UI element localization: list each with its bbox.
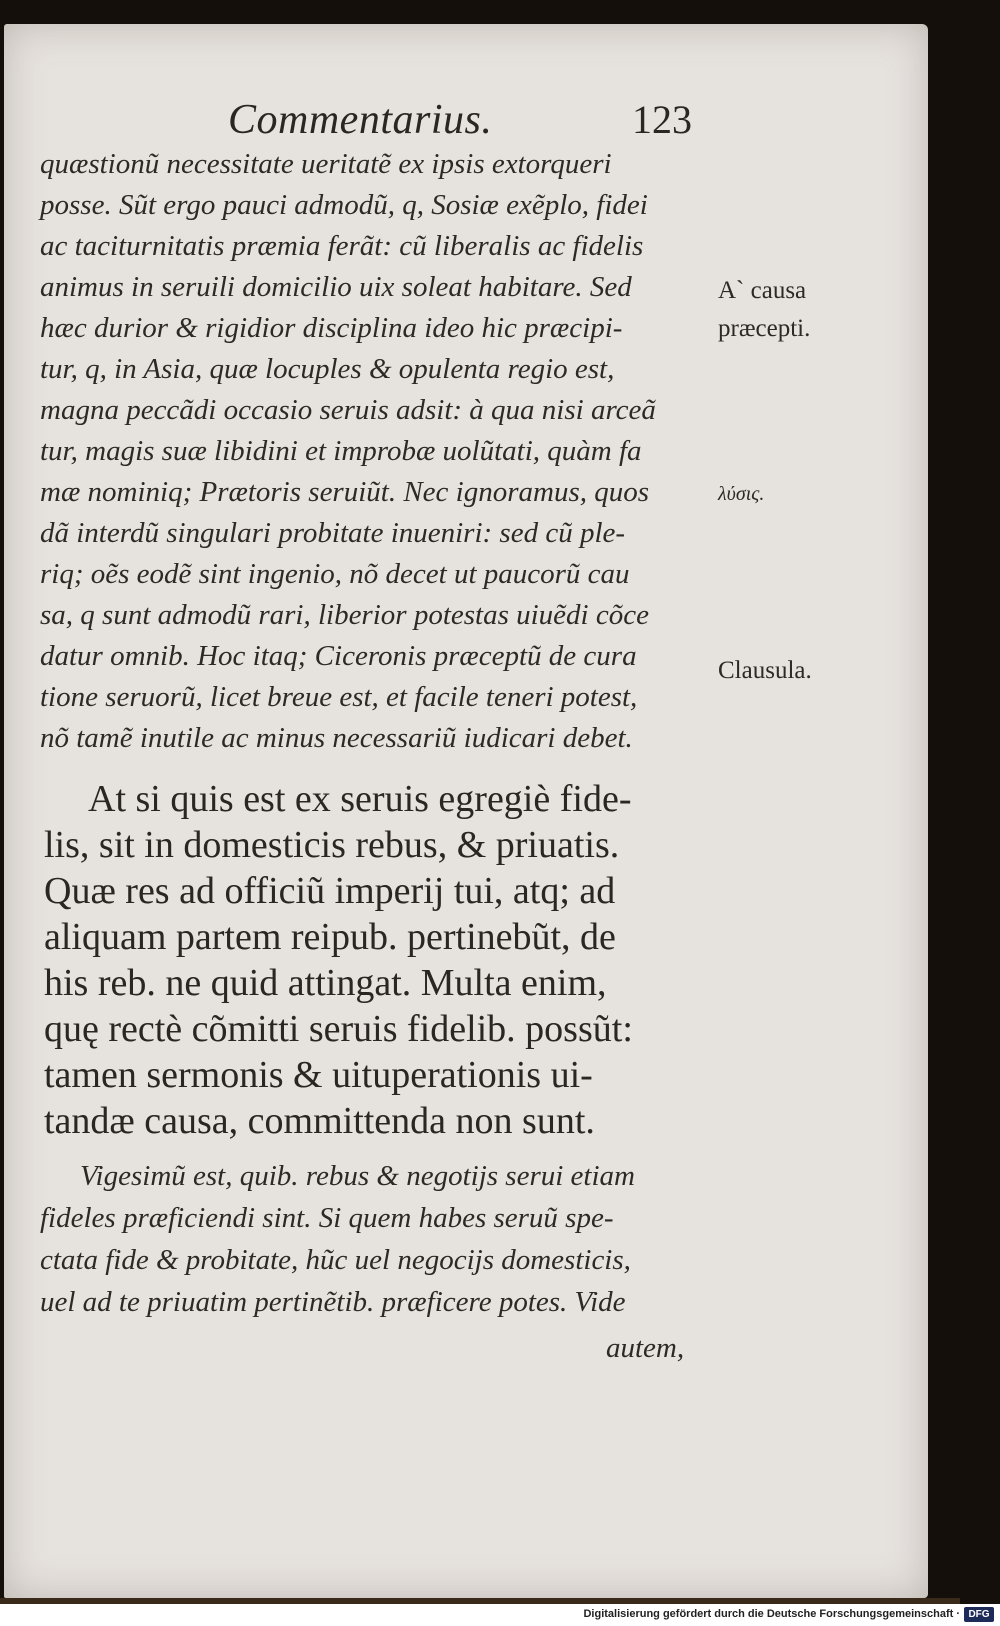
text-line: sa, q sunt admodũ rari, liberior potestas uiuẽdi cõce <box>40 599 649 631</box>
text-line: tur, magis suæ libidini et improbæ uolũtati, quàm fa <box>40 435 642 467</box>
dfg-logo-icon: DFG <box>964 1607 994 1622</box>
quote-line: tandæ causa, committenda non sunt. <box>44 1100 595 1142</box>
quote-line: lis, sit in domesticis rebus, & priuatis. <box>44 824 620 866</box>
text-line: animus in seruili domicilio uix soleat habitare. Sed <box>40 271 632 303</box>
text-line: ctata fide & probitate, hũc uel negocijs domesticis, <box>40 1244 631 1276</box>
marginal-note: Clausula. <box>718 657 812 684</box>
text-line: datur omnib. Hoc itaq; Ciceronis præceptũ de cura <box>40 640 637 672</box>
marginal-note: λύσις. <box>718 483 765 505</box>
text-line: tur, q, in Asia, quæ locuples & opulenta regio est, <box>40 353 615 385</box>
quote-line: At si quis est ex seruis egregiè fide- <box>88 778 632 820</box>
text-line: quæstionũ necessitate ueritatẽ ex ipsis extorqueri <box>40 148 612 180</box>
catchword: autem, <box>606 1332 685 1364</box>
text-line: fideles præficiendi sint. Si quem habes seruũ spe- <box>40 1202 614 1234</box>
quote-line: Quæ res ad officiũ imperij tui, atq; ad <box>44 870 616 912</box>
text-line: magna peccãdi occasio seruis adsit: à qua nisi arceã <box>40 394 656 426</box>
text-line: posse. Sũt ergo pauci admodũ, q, Sosiæ exẽplo, fidei <box>40 189 648 221</box>
running-title: Commentarius. <box>228 97 493 143</box>
funding-credit: Digitalisierung gefördert durch die Deutsche Forschungsgemeinschaft · <box>583 1608 960 1620</box>
text-line: mæ nominiq; Prætoris seruiũt. Nec ignoramus, quos <box>40 476 650 508</box>
page-header <box>0 96 1000 146</box>
quote-line: aliquam partem reipub. pertinebũt, de <box>44 916 616 958</box>
marginal-note: A` causa <box>718 277 807 304</box>
text-line: dã interdũ singulari probitate inueniri: sed cũ ple- <box>40 517 626 549</box>
quote-line: quę rectè cõmitti seruis fidelib. possũt: <box>44 1008 633 1050</box>
text-line: Vigesimũ est, quib. rebus & negotijs serui etiam <box>80 1160 635 1192</box>
footer-bar <box>0 1604 1000 1626</box>
marginal-note: præcepti. <box>718 315 811 342</box>
text-line: uel ad te priuatim pertinẽtib. præficere potes. Vide <box>40 1286 626 1318</box>
text-line: ac taciturnitatis præmia ferãt: cũ liberalis ac fidelis <box>40 230 644 262</box>
quote-line: his reb. ne quid attingat. Multa enim, <box>44 962 607 1004</box>
text-line: tione seruorũ, licet breue est, et facile teneri potest, <box>40 681 638 713</box>
text-line: riq; oẽs eodẽ sint ingenio, nõ decet ut paucorũ cau <box>40 558 630 590</box>
text-line: hæc durior & rigidior disciplina ideo hic præcipi- <box>40 312 623 344</box>
page-number: 123 <box>632 97 692 142</box>
quote-line: tamen sermonis & uituperationis ui- <box>44 1054 593 1096</box>
text-line: nõ tamẽ inutile ac minus necessariũ iudicari debet. <box>40 722 633 754</box>
